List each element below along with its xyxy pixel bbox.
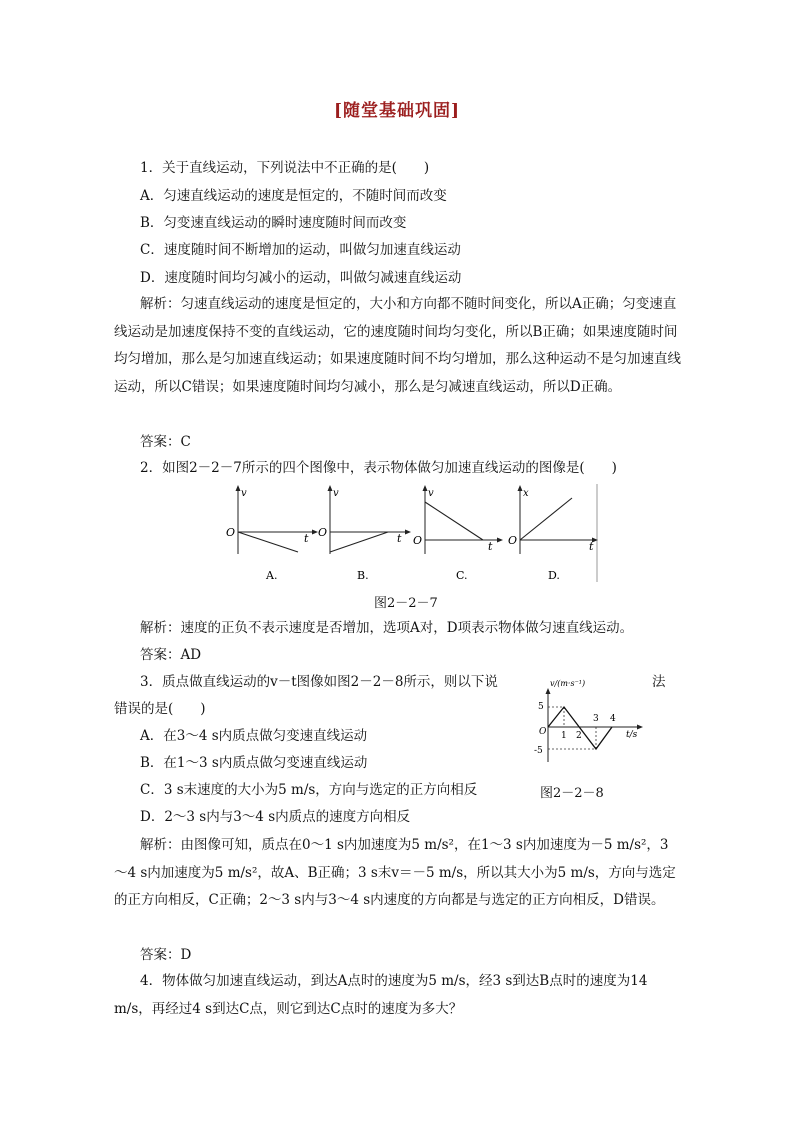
graph-a-label: A. [266, 569, 278, 582]
q3-caption: 图2－2－8 [540, 786, 604, 801]
q3-xtick-3: 3 [593, 714, 599, 724]
q3-xtick-1: 1 [561, 731, 567, 741]
q3-stem-part1: 3．质点做直线运动的v－t图像如图2－2－8所示，则以下说 [140, 674, 498, 690]
graph-b-label: B. [357, 569, 369, 582]
q3-option-b: B．在1～3 s内质点做匀变速直线运动 [140, 755, 368, 771]
graph-a-origin: O [226, 526, 236, 539]
q1-stem: 1．关于直线运动，下列说法中不正确的是( ) [140, 160, 430, 176]
graph-d-line [520, 498, 572, 540]
q3-option-a: A．在3～4 s内质点做匀变速直线运动 [140, 728, 368, 744]
q3-xtick-4: 4 [610, 714, 616, 724]
graph-c-origin: O [413, 534, 423, 547]
graph-a-line [238, 532, 298, 552]
graph-a-xlabel: t [304, 532, 309, 545]
q3-xlabel: t/s [626, 730, 638, 740]
q1-option-a: A．匀速直线运动的速度是恒定的，不随时间而改变 [140, 188, 447, 204]
q3-vt-graph [528, 676, 653, 768]
q3-option-c: C．3 s末速度的大小为5 m/s，方向与选定的正方向相反 [140, 782, 478, 798]
graph-b [318, 485, 411, 582]
q3-analysis: 解析：由图像可知，质点在0～1 s内加速度为5 m/s²，在1～3 s内加速度为－5 m/s²，3～4 s内加速度为5 m/s²，故A、B正确；3 s末v＝－5 m/s，所以其大小为5 m/s，方向与选定的正方向相反，C正确；2～3 s内与3～4 s内速度的方向都是与选定的正方向相反，D错误。 [114, 837, 676, 908]
q3-stem-part2: 法 [652, 674, 666, 690]
q3-option-d: D．2～3 s内与3～4 s内质点的速度方向相反 [140, 809, 411, 825]
graph-d-label: D. [548, 569, 560, 582]
q3-xtick-2: 2 [576, 731, 582, 741]
q3-stem-part3: 错误的是( ) [114, 701, 206, 717]
graph-b-line [330, 532, 388, 552]
q3-ytick-neg5: -5 [534, 746, 543, 756]
q2-answer: 答案：AD [140, 647, 202, 663]
graph-a-ylabel: v [241, 488, 247, 499]
q3-vt-line [548, 707, 612, 749]
graph-d-origin: O [508, 534, 518, 547]
graph-c-xlabel: t [488, 540, 493, 553]
graph-b-ylabel: v [333, 488, 339, 499]
graph-c-label: C. [456, 569, 468, 582]
graph-c-line [425, 502, 483, 540]
q1-option-b: B．匀变速直线运动的瞬时速度随时间而改变 [140, 215, 407, 231]
q1-answer: 答案：C [140, 434, 191, 450]
graph-d [508, 485, 598, 582]
section-title: [随堂基础巩固] [333, 101, 461, 121]
q2-stem: 2．如图2－2－7所示的四个图像中，表示物体做匀加速直线运动的图像是( ) [140, 460, 617, 476]
q1-analysis: 解析：匀速直线运动的速度是恒定的，大小和方向都不随时间变化，所以A正确；匀变速直线运动是加速度保持不变的直线运动，它的速度随时间均匀变化，所以B正确；如果速度随时间均匀增加，那么是匀加速直线运动；如果速度随时间不均匀增加，那么这种运动不是匀加速直线运动，所以C错误；如果速度随时间均匀减小，那么是匀减速直线运动，所以D正确。 [114, 296, 681, 395]
q3-ylabel: v/(m·s⁻¹) [550, 679, 586, 688]
q3-origin: O [539, 727, 547, 737]
graph-b-origin: O [318, 526, 328, 539]
q2-analysis: 解析：速度的正负不表示速度是否增加，选项A对，D项表示物体做匀速直线运动。 [140, 620, 634, 636]
graph-c [413, 485, 503, 582]
graph-d-xlabel: t [589, 540, 594, 553]
graph-b-xlabel: t [397, 532, 402, 545]
q1-option-d: D．速度随时间均匀减小的运动，叫做匀减速直线运动 [140, 270, 462, 286]
q1-option-c: C．速度随时间不断增加的运动，叫做匀加速直线运动 [140, 242, 461, 258]
q3-ytick-5: 5 [538, 702, 544, 712]
graph-d-ylabel: x [523, 488, 529, 499]
q4-stem: 4．物体做匀加速直线运动，到达A点时的速度为5 m/s，经3 s到达B点时的速度为14 m/s，再经过4 s到达C点，则它到达C点时的速度为多大？ [114, 973, 648, 1017]
q3-answer: 答案：D [140, 947, 192, 963]
q2-caption: 图2－2－7 [374, 596, 438, 611]
graph-c-ylabel: v [428, 488, 434, 499]
q2-figure [220, 482, 605, 587]
graph-a [226, 485, 318, 582]
